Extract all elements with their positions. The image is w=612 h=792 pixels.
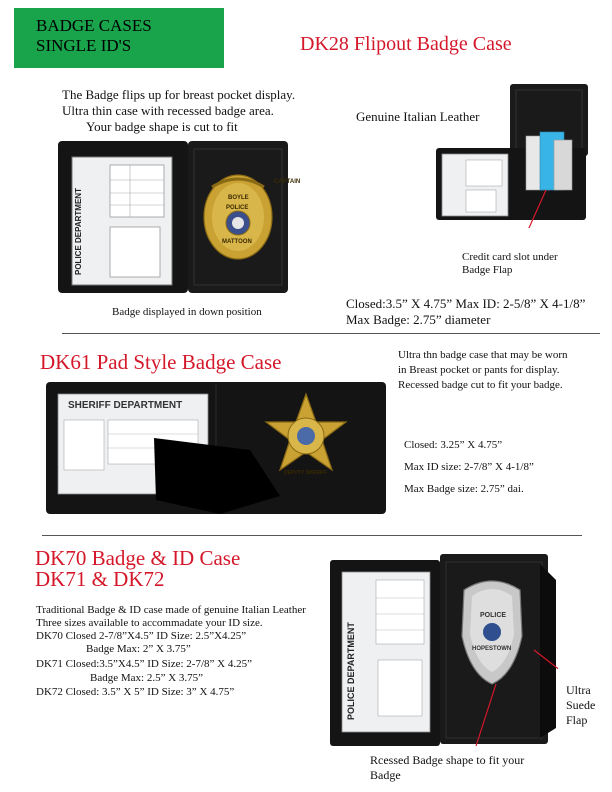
dk70-badge-id-case-photo [326, 550, 558, 748]
dk61-spec-closed: Closed: 3.25” X 4.75” [404, 439, 503, 451]
dk28-badge-dept-text: POLICE [226, 205, 249, 211]
dk70-suede-line-1: Ultra [566, 683, 591, 697]
dk28-badge-name-text: BOYLE [228, 195, 249, 201]
dk70-recessed-line-2: Badge [370, 768, 401, 782]
category-banner [14, 8, 224, 68]
category-line-1: BADGE CASES [36, 16, 152, 35]
dk28-cc-note-line-1: Credit card slot under [462, 251, 558, 263]
dk70-spec-3: DK72 Closed: 3.5” X 5” ID Size: 3” X 4.75” [36, 686, 235, 698]
dk61-desc-line-2: in Breast pocket or pants for display. [398, 364, 560, 376]
dk28-caption-down: Badge displayed in down position [112, 306, 262, 318]
dk61-pad-case-photo [44, 378, 389, 520]
dk70-badge-dept-text: POLICE [480, 612, 507, 619]
dk28-id-card-label: POLICE DEPARTMENT [74, 188, 83, 275]
dk28-desc-line-1: The Badge flips up for breast pocket display. [62, 87, 296, 102]
dk28-leather-note: Genuine Italian Leather [356, 109, 480, 124]
category-line-2: SINGLE ID'S [36, 36, 132, 55]
dk61-spec-id: Max ID size: 2-7/8” X 4-1/8” [404, 461, 534, 473]
dk70-desc-line-2: Three sizes available to accommadate your ID size. [36, 617, 263, 629]
dk70-desc-line-1: Traditional Badge & ID case made of genuine Italian Leather [36, 604, 306, 616]
section-divider-2 [42, 535, 582, 536]
section-divider-1 [62, 333, 600, 334]
dk28-cc-note-line-2: Badge Flap [462, 264, 513, 276]
dk70-spec-1b: Badge Max: 2” X 3.75” [86, 643, 191, 655]
dk28-spec-line-2: Max Badge: 2.75” diameter [346, 312, 491, 327]
dk61-title: DK61 Pad Style Badge Case [40, 350, 282, 374]
dk70-id-card-label: POLICE DEPARTMENT [346, 622, 356, 720]
dk28-badge-city-text: MATTOON [222, 239, 252, 245]
dk28-flipped-case-photo [428, 78, 596, 228]
dk70-title-line-1: DK70 Badge & ID Case [35, 546, 241, 570]
dk28-desc-line-2: Ultra thin case with recessed badge area. [62, 103, 274, 118]
dk70-title [35, 548, 240, 590]
dk61-spec-badge: Max Badge size: 2.75” dai. [404, 483, 524, 495]
dk28-desc-line-3: Your badge shape is cut to fit [86, 119, 238, 134]
dk61-desc-line-3: Recessed badge cut to fit your badge. [398, 379, 563, 391]
dk70-suede-line-3: Flap [566, 713, 588, 727]
dk28-title: DK28 Flipout Badge Case [300, 33, 512, 55]
dk70-badge-city-text: HOPESTOWN [472, 646, 512, 652]
dk70-spec-1: DK70 Closed 2-7/8”X4.5” ID Size: 2.5”X4.25” [36, 630, 247, 642]
dk28-spec-line-1: Closed:3.5” X 4.75” Max ID: 2-5/8” X 4-1/8” [346, 296, 586, 311]
dk70-suede-line-2: Suede [566, 698, 596, 712]
dk28-badge-top-text: CAPTAIN [274, 179, 301, 185]
dk61-id-card-label: SHERIFF DEPARTMENT [68, 400, 183, 411]
dk70-title-line-2: DK71 & DK72 [35, 567, 165, 591]
dk61-badge-text: DEPUTY SHERIFF [284, 470, 327, 476]
dk28-open-case-photo [52, 135, 301, 300]
dk61-desc-line-1: Ultra thn badge case that may be worn [398, 349, 568, 361]
dk70-spec-2: DK71 Closed:3.5”X4.5” ID Size: 2-7/8” X 4.25” [36, 658, 252, 670]
dk70-recessed-line-1: Rcessed Badge shape to fit your [370, 753, 525, 767]
dk70-spec-2b: Badge Max: 2.5” X 3.75” [90, 672, 204, 684]
